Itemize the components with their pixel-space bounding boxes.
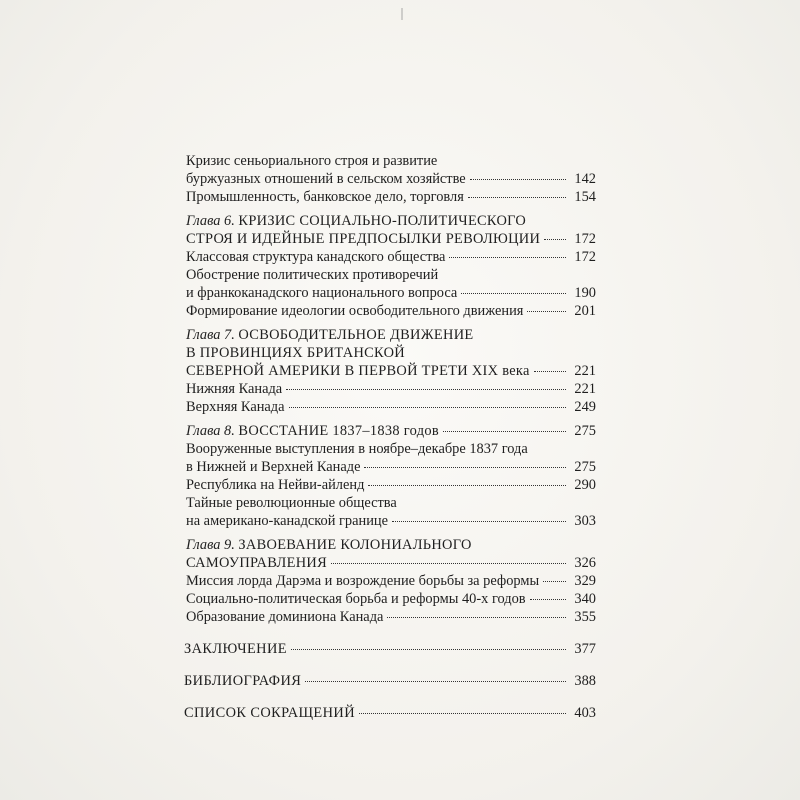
toc-chapter-entry [186, 212, 596, 248]
dot-leader [291, 649, 566, 650]
entry-title: Промышленность, банковское дело, торговля [186, 189, 464, 205]
page-crease-mark [401, 8, 403, 20]
toc-entry-line [184, 672, 596, 690]
toc-chapter-entry [186, 422, 596, 440]
toc-section-entry [186, 494, 596, 530]
dot-leader [387, 617, 566, 618]
entry-title: Миссия лорда Дарэма и возрождение борьбы за реформы [186, 573, 540, 589]
page-number: 190 [574, 285, 596, 301]
dot-leader [368, 485, 566, 486]
toc-entry-line [186, 284, 596, 302]
toc-entry-line [186, 476, 596, 494]
toc-entry-line [186, 440, 596, 458]
chapter-title: САМОУПРАВЛЕНИЯ [186, 555, 327, 571]
page-number: 377 [574, 641, 596, 657]
toc-entry-line [186, 608, 596, 626]
entry-title: в Нижней и Верхней Канаде [186, 459, 361, 475]
toc-entry-line [184, 640, 596, 658]
toc-entry-line [186, 380, 596, 398]
toc-section-entry [186, 302, 596, 320]
toc-entry-line [186, 302, 596, 320]
entry-title: БИБЛИОГРАФИЯ [184, 673, 302, 689]
toc-entry-line [186, 398, 596, 416]
page-number: 275 [574, 459, 596, 475]
toc-entry-line [186, 362, 596, 380]
toc-section-entry [186, 398, 596, 416]
toc-major-entry [184, 640, 596, 658]
toc-entry-line [186, 458, 596, 476]
dot-leader [534, 371, 566, 372]
page-number: 249 [574, 399, 596, 415]
entry-title: Образование доминиона Канада [186, 609, 384, 625]
toc-entry-line [186, 572, 596, 590]
toc-entry-line [186, 170, 596, 188]
dot-leader [364, 467, 566, 468]
page-number: 355 [574, 609, 596, 625]
page-number: 403 [574, 705, 596, 721]
toc-major-entry [184, 672, 596, 690]
toc-major-entry [184, 704, 596, 722]
chapter-label: Глава 8. [186, 423, 235, 439]
toc-section-entry [186, 266, 596, 302]
chapter-title: КРИЗИС СОЦИАЛЬНО-ПОЛИТИЧЕСКОГО [238, 213, 527, 229]
entry-title: на американо-канадской границе [186, 513, 389, 529]
page-number: 388 [574, 673, 596, 689]
dot-leader [461, 293, 566, 294]
chapter-title: ЗАВОЕВАНИЕ КОЛОНИАЛЬНОГО [238, 537, 472, 553]
dot-leader [470, 179, 566, 180]
toc-entry-line [186, 266, 596, 284]
page-number: 172 [574, 231, 596, 247]
toc-chapter-entry [186, 326, 596, 380]
entry-title: Обострение политических противоречий [186, 267, 439, 283]
page-number: 340 [574, 591, 596, 607]
page-number: 201 [574, 303, 596, 319]
toc-entry-line [186, 536, 596, 554]
toc-entry-line [184, 704, 596, 722]
page-number: 326 [574, 555, 596, 571]
toc-section-entry [186, 590, 596, 608]
page-number: 142 [574, 171, 596, 187]
chapter-label: Глава 7. [186, 327, 235, 343]
page-number: 221 [574, 381, 596, 397]
toc-entry-line [186, 344, 596, 362]
dot-leader [544, 239, 566, 240]
toc-section-entry [186, 572, 596, 590]
page-number: 329 [574, 573, 596, 589]
chapter-label: Глава 6. [186, 213, 235, 229]
chapter-title: ВОССТАНИЕ 1837–1838 годов [238, 423, 439, 439]
entry-title: Формирование идеологии освободительного движения [186, 303, 524, 319]
chapter-label: Глава 9. [186, 537, 235, 553]
page-number: 172 [574, 249, 596, 265]
page-number: 290 [574, 477, 596, 493]
entry-title: Классовая структура канадского общества [186, 249, 446, 265]
dot-leader [543, 581, 566, 582]
toc-entry-line [186, 590, 596, 608]
toc-entry-line [186, 512, 596, 530]
entry-title: Нижняя Канада [186, 381, 283, 397]
toc-entry-line [186, 212, 596, 230]
entry-title: Вооруженные выступления в ноябре–декабре 1837 года [186, 441, 528, 457]
entry-title: буржуазных отношений в сельском хозяйстве [186, 171, 466, 187]
page-number: 154 [574, 189, 596, 205]
chapter-title: В ПРОВИНЦИЯХ БРИТАНСКОЙ [186, 345, 405, 361]
toc-entry-line [186, 188, 596, 206]
toc-section-entry [186, 248, 596, 266]
entry-title: Республика на Нейви-айленд [186, 477, 365, 493]
dot-leader [443, 431, 566, 432]
toc-section-entry [186, 188, 596, 206]
toc-entry-line [186, 422, 596, 440]
page-number: 221 [574, 363, 596, 379]
entry-title: Социально-политическая борьба и реформы 40-х годов [186, 591, 526, 607]
page-number: 275 [574, 423, 596, 439]
entry-title: Тайные революционные общества [186, 495, 397, 511]
toc-entry-line [186, 152, 596, 170]
dot-leader [359, 713, 566, 714]
page-number: 303 [574, 513, 596, 529]
toc-entry-line [186, 554, 596, 572]
dot-leader [449, 257, 566, 258]
entry-title: СПИСОК СОКРАЩЕНИЙ [184, 705, 355, 721]
dot-leader [527, 311, 566, 312]
toc-chapter-entry [186, 536, 596, 572]
dot-leader [286, 389, 566, 390]
entry-title: и франкоканадского национального вопроса [186, 285, 458, 301]
toc-entry-line [186, 230, 596, 248]
chapter-title: ОСВОБОДИТЕЛЬНОЕ ДВИЖЕНИЕ [238, 327, 474, 343]
chapter-title: СЕВЕРНОЙ АМЕРИКИ В ПЕРВОЙ ТРЕТИ XIX века [186, 363, 530, 379]
chapter-title: СТРОЯ И ИДЕЙНЫЕ ПРЕДПОСЫЛКИ РЕВОЛЮЦИИ [186, 231, 541, 247]
dot-leader [331, 563, 566, 564]
dot-leader [468, 197, 566, 198]
toc-entry-line [186, 326, 596, 344]
dot-leader [289, 407, 566, 408]
table-of-contents [186, 152, 596, 722]
toc-section-entry [186, 380, 596, 398]
dot-leader [392, 521, 566, 522]
toc-section-entry [186, 608, 596, 626]
dot-leader [530, 599, 566, 600]
dot-leader [305, 681, 566, 682]
toc-entry-line [186, 494, 596, 512]
entry-title: Кризис сеньориального строя и развитие [186, 153, 438, 169]
toc-section-entry [186, 152, 596, 188]
toc-section-entry [186, 476, 596, 494]
toc-section-entry [186, 440, 596, 476]
entry-title: Верхняя Канада [186, 399, 285, 415]
toc-entry-line [186, 248, 596, 266]
entry-title: ЗАКЛЮЧЕНИЕ [184, 641, 287, 657]
